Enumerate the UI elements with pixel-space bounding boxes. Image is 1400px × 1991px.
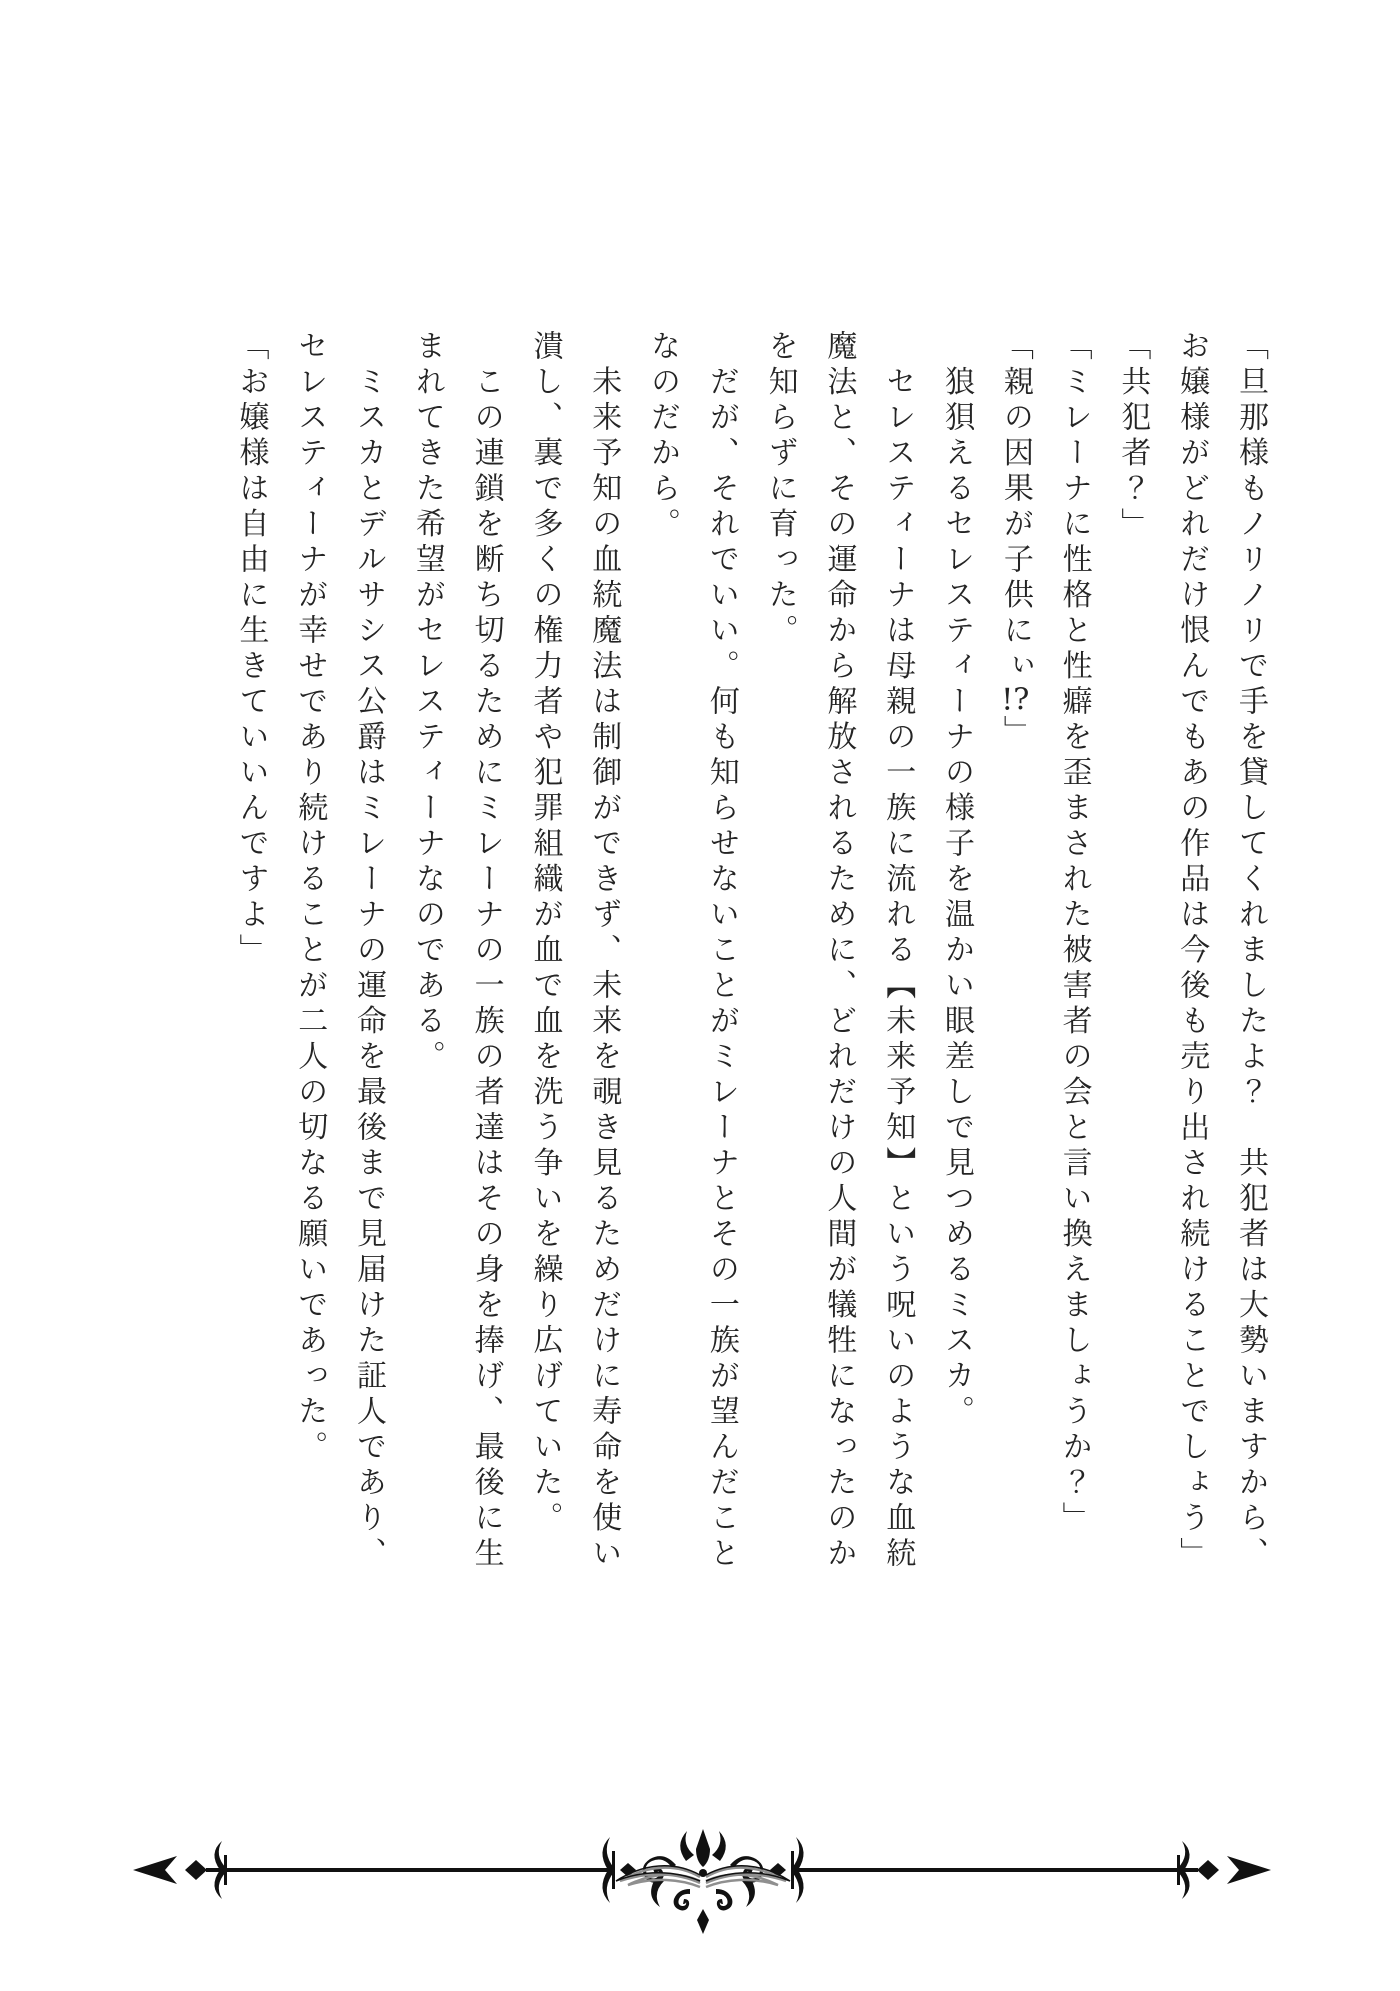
text-line: なのだから。 [645, 330, 681, 543]
fleur-ornament-icon [643, 1829, 763, 1934]
text-line: 潰し、裏で多くの権力者や犯罪組織が血で血を洗う争いを繰り広げていた。 [527, 330, 563, 1537]
right-arrow-icon [1177, 1841, 1271, 1899]
text-line: 未来予知の血統魔法は制御ができず、未来を覗き見るためだけに寿命を使い [586, 330, 622, 1573]
text-line: 「親の因果が子供にぃ!?」 [997, 330, 1033, 751]
tate-chu-yoko: !? [1001, 685, 1030, 715]
text-line: お嬢様がどれだけ恨んでもあの作品は今後も売り出され続けることでしょう」 [1174, 330, 1210, 1573]
section-divider [0, 1815, 1400, 1935]
text-line: セレスティーナが幸せであり続けることが二人の切なる願いであった。 [292, 330, 328, 1466]
vertical-text-block [221, 330, 1279, 1580]
divider-line-right [792, 1868, 1182, 1872]
text-line: 「共犯者？」 [1115, 330, 1151, 543]
text-line: だが、それでいい。何も知らせないことがミレーナとその一族が望んだこと [703, 330, 739, 1573]
text-line: この連鎖を断ち切るためにミレーナの一族の者達はその身を捧げ、最後に生 [468, 330, 504, 1573]
left-arrow-icon [133, 1841, 227, 1899]
text-line: ミスカとデルサシス公爵はミレーナの運命を最後まで見届けた証人であり、 [351, 330, 387, 1573]
text-line: 狼狽えるセレスティーナの様子を温かい眼差しで見つめるミスカ。 [939, 330, 975, 1431]
text-line: 「ミレーナに性格と性癖を歪まされた被害者の会と言い換えましょうか？」 [1056, 330, 1092, 1537]
text-line: まれてきた希望がセレスティーナなのである。 [409, 330, 445, 1076]
text-line: 「お嬢様は自由に生きていいんですよ」 [233, 330, 269, 969]
divider-graphic [0, 1815, 1400, 1935]
text-line: を知らずに育った。 [762, 330, 798, 650]
divider-line-left [222, 1868, 612, 1872]
text-line: セレスティーナは母親の一族に流れる【未来予知】という呪いのような血統 [880, 330, 916, 1573]
text-line: 魔法と、その運命から解放されるために、どれだけの人間が犠牲になったのか [821, 330, 857, 1573]
text-line: 「旦那様もノリノリで手を貸してくれましたよ？ 共犯者は大勢いますから、 [1233, 330, 1268, 1573]
